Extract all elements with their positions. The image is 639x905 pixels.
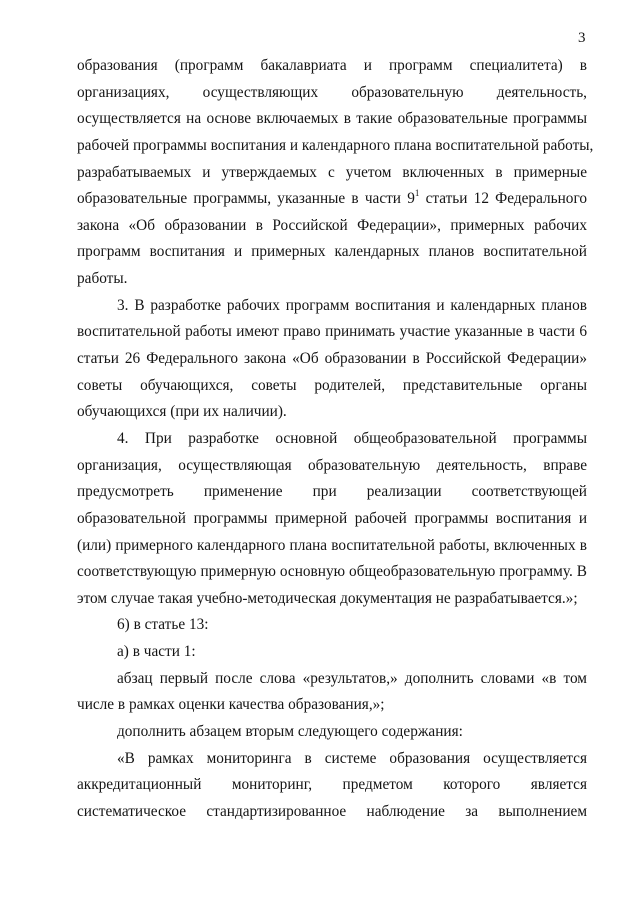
text-line: (или) примерного календарного плана воспитательной работы, включенных в [77, 536, 587, 554]
text-line: числе в рамках оценки качества образования,»; [77, 696, 385, 714]
text-line: советы обучающихся, советы родителей, представительные органы [77, 376, 587, 394]
paragraph-start: 6) в статье 13: [117, 616, 209, 634]
text-line: соответствующую примерную основную общеобразовательную программу. В [77, 563, 587, 581]
text-line: организация, осуществляющая образовательную деятельность, вправе [77, 456, 587, 474]
paragraph-start: 4. При разработке основной общеобразовательной программы [117, 429, 587, 447]
text-line: разрабатываемых и утверждаемых с учетом включенных в примерные [77, 163, 587, 181]
text-line: этом случае такая учебно-методическая документация не разрабатывается.»; [77, 589, 578, 607]
paragraph-start: «В рамках мониторинга в системе образования осуществляется [117, 749, 587, 767]
text-line: программ воспитания и примерных календарных планов воспитательной [77, 243, 587, 261]
text-line: организациях, осуществляющих образовательную деятельность, [77, 83, 587, 101]
text-line: закона «Об образовании в Российской Федерации», примерных рабочих [77, 216, 587, 234]
text-fragment: образовательные программы, указанные в части 9 [77, 190, 415, 208]
text-line [77, 186, 587, 213]
text-line: обучающихся (при их наличии). [77, 403, 287, 421]
text-line: работы. [77, 270, 128, 288]
text-line: осуществляется на основе включаемых в такие образовательные программы [77, 110, 587, 128]
text-line: статьи 26 Федерального закона «Об образовании в Российской Федерации» [77, 350, 587, 368]
paragraph-start: а) в части 1: [117, 643, 196, 661]
paragraph-start: абзац первый после слова «результатов,» дополнить словами «в том [117, 669, 587, 687]
text-line: предусмотреть применение при реализации соответствующей [77, 483, 587, 501]
document-body [77, 53, 594, 826]
text-line: систематическое стандартизированное наблюдение за выполнением [77, 802, 587, 820]
text-line: воспитательной работы имеют право принимать участие указанные в части 6 [77, 323, 587, 341]
text-line: образовательной программы примерной рабочей программы воспитания и [77, 509, 587, 527]
page-number: 3 [578, 30, 586, 46]
text-line: аккредитационный мониторинг, предметом которого является [77, 776, 587, 794]
text-fragment: статьи 12 Федерального [419, 190, 587, 208]
text-line: рабочей программы воспитания и календарного плана воспитательной работы, [77, 136, 594, 154]
paragraph-start: дополнить абзацем вторым следующего содержания: [117, 723, 463, 741]
paragraph-start: 3. В разработке рабочих программ воспитания и календарных планов [117, 296, 587, 314]
superscript: 1 [414, 188, 420, 199]
text-line: образования (программ бакалавриата и программ специалитета) в [77, 57, 587, 74]
